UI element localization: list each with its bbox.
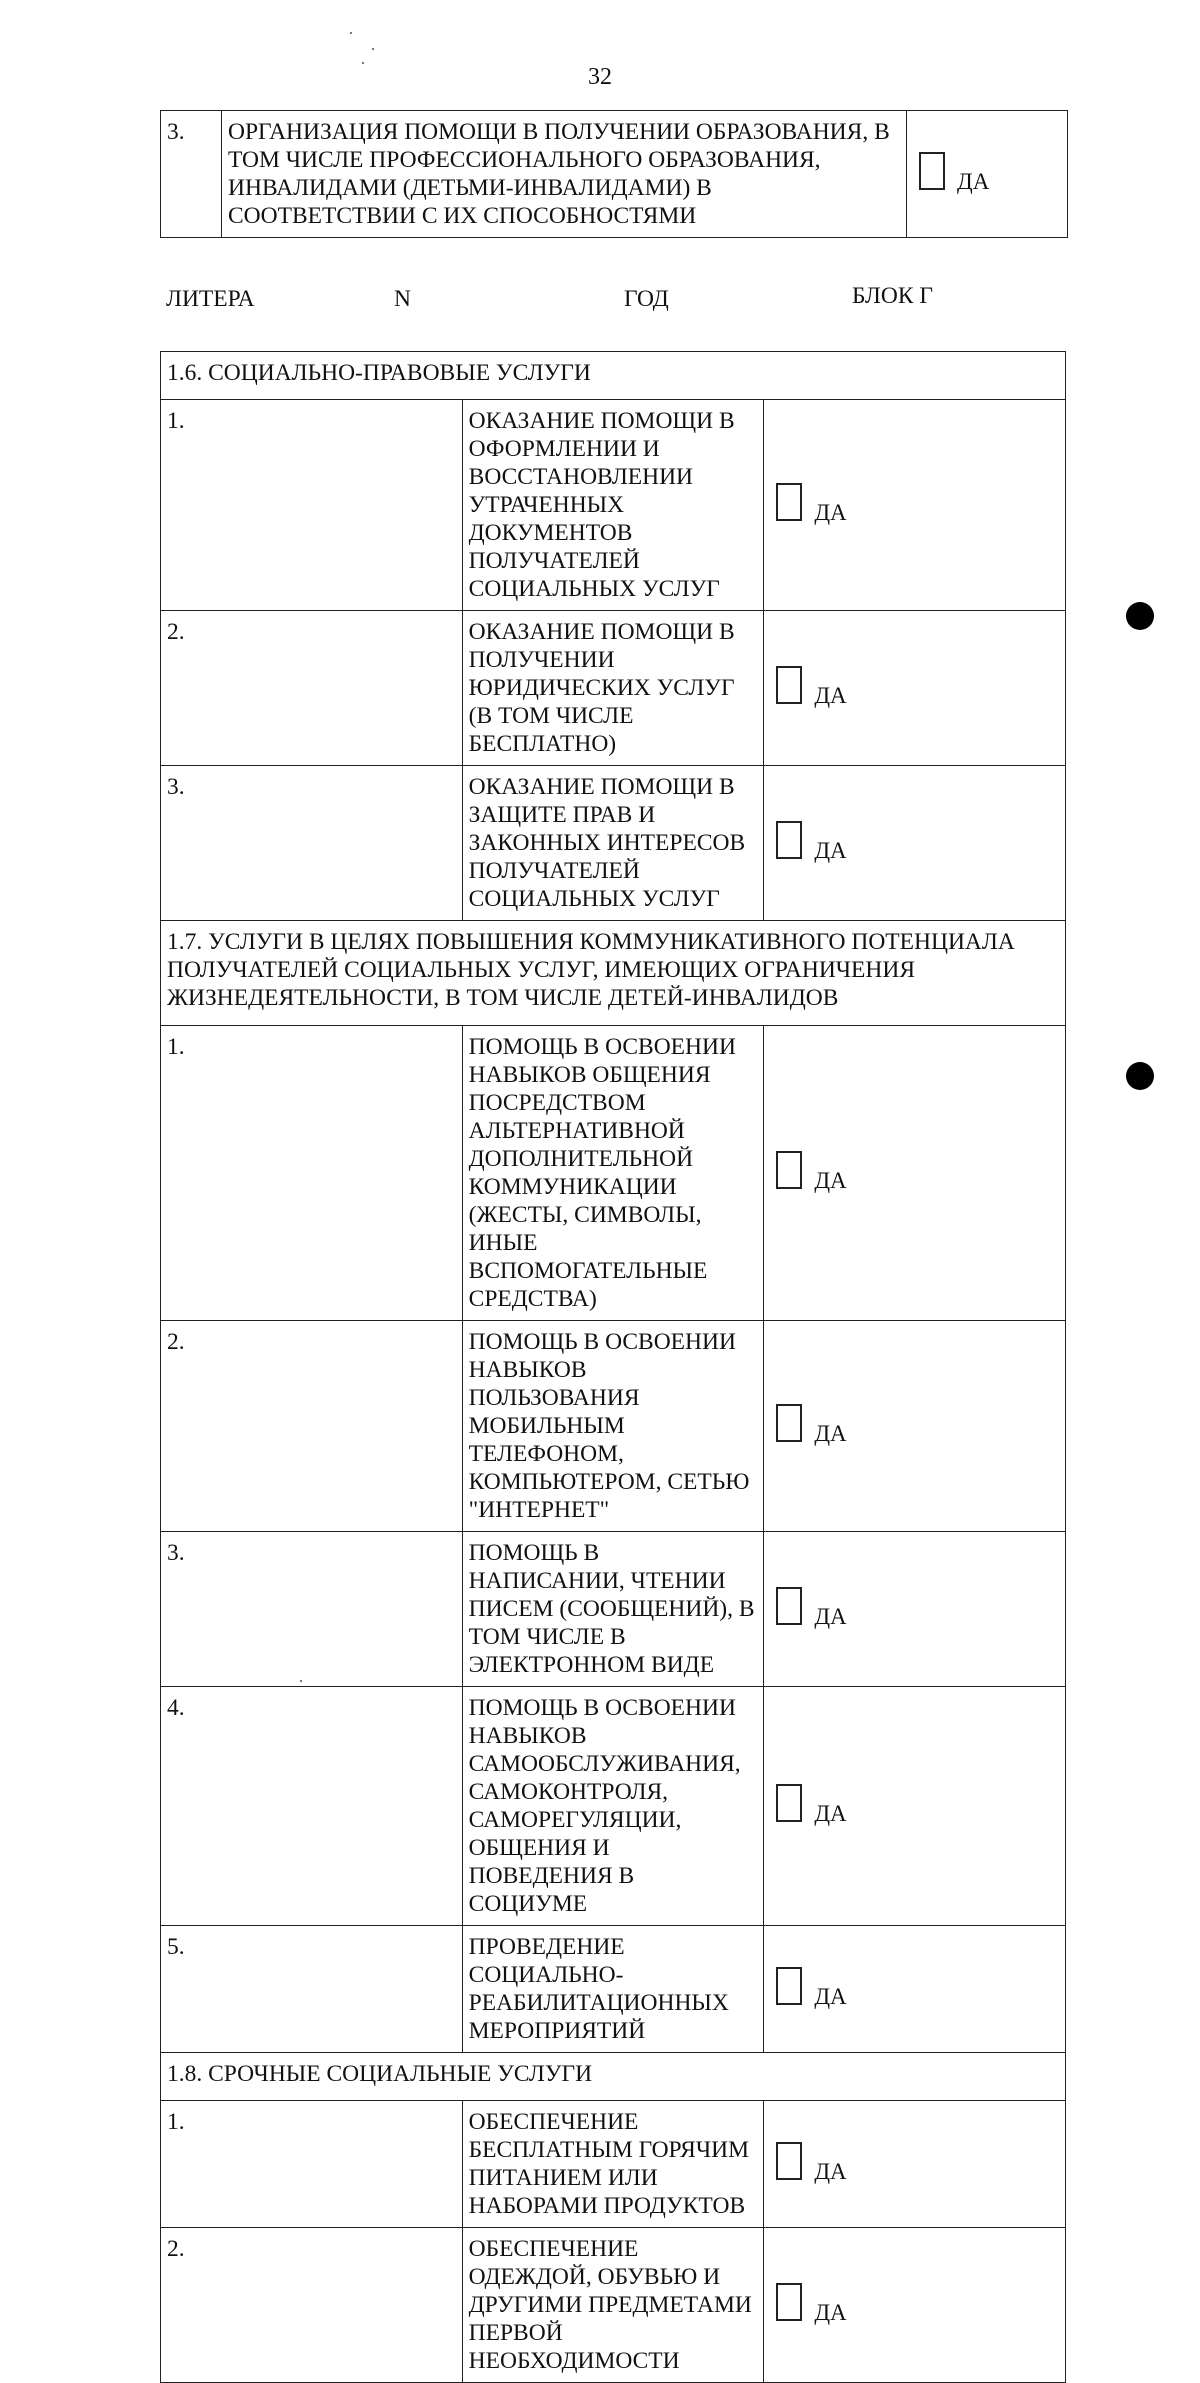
god-field <box>624 283 675 313</box>
item-text: ПОМОЩЬ В НАПИСАНИИ, ЧТЕНИИ ПИСЕМ (СООБЩЕНИЙ), В ТОМ ЧИСЛЕ В ЭЛЕКТРОННОМ ВИДЕ <box>462 1532 764 1687</box>
check-cell <box>764 766 1066 921</box>
checkbox-group <box>764 1404 1065 1448</box>
check-cell <box>764 1321 1066 1532</box>
checkbox-group <box>764 1784 1065 1828</box>
check-cell <box>764 1926 1066 2053</box>
checkbox[interactable] <box>776 821 802 859</box>
checkbox-group <box>764 666 1065 710</box>
table-row <box>161 1532 1066 1687</box>
scan-speck <box>362 62 364 64</box>
checkbox-group <box>764 821 1065 865</box>
table-row <box>161 2101 1066 2228</box>
punch-hole <box>1126 1062 1154 1090</box>
item-text: ОРГАНИЗАЦИЯ ПОМОЩИ В ПОЛУЧЕНИИ ОБРАЗОВАНИЯ, В ТОМ ЧИСЛЕ ПРОФЕССИОНАЛЬНОГО ОБРАЗОВАНИЯ, ИНВАЛИДАМИ (ДЕТЬМИ-ИНВАЛИДАМИ) В СООТВЕТСТВИИ С ИХ СПОСОБНОСТЯМИ <box>222 111 907 238</box>
item-text: ОКАЗАНИЕ ПОМОЩИ В ПОЛУЧЕНИИ ЮРИДИЧЕСКИХ УСЛУГ (В ТОМ ЧИСЛЕ БЕСПЛАТНО) <box>462 611 764 766</box>
table-row <box>161 766 1066 921</box>
checkbox[interactable] <box>776 483 802 521</box>
checkbox[interactable] <box>776 1404 802 1442</box>
punch-hole <box>1126 602 1154 630</box>
item-number: 1. <box>161 400 463 611</box>
section-title: 1.6. СОЦИАЛЬНО-ПРАВОВЫЕ УСЛУГИ <box>161 352 1066 400</box>
item-text: ПОМОЩЬ В ОСВОЕНИИ НАВЫКОВ ОБЩЕНИЯ ПОСРЕДСТВОМ АЛЬТЕРНАТИВНОЙ ДОПОЛНИТЕЛЬНОЙ КОММУНИКАЦИИ (ЖЕСТЫ, СИМВОЛЫ, ИНЫЕ ВСПОМОГАТЕЛЬНЫЕ СРЕДСТВА) <box>462 1026 764 1321</box>
item-number: 2. <box>161 611 463 766</box>
scan-speck <box>300 1680 302 1682</box>
check-cell <box>764 611 1066 766</box>
check-cell <box>764 1532 1066 1687</box>
check-cell <box>764 2228 1066 2383</box>
litera-field <box>166 283 261 313</box>
check-cell <box>764 1026 1066 1321</box>
item-number: 1. <box>161 2101 463 2228</box>
item-number: 3. <box>161 766 463 921</box>
table-row <box>161 1026 1066 1321</box>
item-number: 3. <box>161 111 222 238</box>
table-row <box>161 1687 1066 1926</box>
section-header-row <box>161 921 1066 1026</box>
checkbox-label: ДА <box>814 838 847 863</box>
item-number: 2. <box>161 2228 463 2383</box>
checkbox-label: ДА <box>814 683 847 708</box>
check-cell <box>764 1687 1066 1926</box>
item-text: ПОМОЩЬ В ОСВОЕНИИ НАВЫКОВ ПОЛЬЗОВАНИЯ МОБИЛЬНЫМ ТЕЛЕФОНОМ, КОМПЬЮТЕРОМ, СЕТЬЮ "ИНТЕРНЕТ" <box>462 1321 764 1532</box>
checkbox[interactable] <box>776 1587 802 1625</box>
scan-speck <box>350 32 352 34</box>
checkbox[interactable] <box>776 1967 802 2005</box>
check-cell <box>907 111 1068 238</box>
check-cell <box>764 2101 1066 2228</box>
item-number: 4. <box>161 1687 463 1926</box>
section-header-row <box>161 352 1066 400</box>
table-row <box>161 1321 1066 1532</box>
checkbox-label: ДА <box>814 500 847 525</box>
checkbox-group <box>764 1967 1065 2011</box>
checkbox-label: ДА <box>814 2159 847 2184</box>
item-text: ПОМОЩЬ В ОСВОЕНИИ НАВЫКОВ САМООБСЛУЖИВАНИЯ, САМОКОНТРОЛЯ, САМОРЕГУЛЯЦИИ, ОБЩЕНИЯ И ПОВЕДЕНИЯ В СОЦИУМЕ <box>462 1687 764 1926</box>
item-number: 2. <box>161 1321 463 1532</box>
n-label: N <box>394 286 411 312</box>
checkbox-group <box>764 1587 1065 1631</box>
god-label: ГОД <box>624 286 669 312</box>
checkbox-label: ДА <box>814 1168 847 1193</box>
table-row <box>161 400 1066 611</box>
section-header-row <box>161 2053 1066 2101</box>
checkbox[interactable] <box>776 1784 802 1822</box>
checkbox-group <box>764 2283 1065 2327</box>
top-table <box>160 110 1068 238</box>
item-number: 3. <box>161 1532 463 1687</box>
item-text: ОКАЗАНИЕ ПОМОЩИ В ОФОРМЛЕНИИ И ВОССТАНОВЛЕНИИ УТРАЧЕННЫХ ДОКУМЕНТОВ ПОЛУЧАТЕЛЕЙ СОЦИАЛЬНЫХ УСЛУГ <box>462 400 764 611</box>
table-row <box>161 2228 1066 2383</box>
item-text: ПРОВЕДЕНИЕ СОЦИАЛЬНО-РЕАБИЛИТАЦИОННЫХ МЕРОПРИЯТИЙ <box>462 1926 764 2053</box>
checkbox[interactable] <box>776 2283 802 2321</box>
checkbox-label: ДА <box>814 1604 847 1629</box>
item-text: ОБЕСПЕЧЕНИЕ БЕСПЛАТНЫМ ГОРЯЧИМ ПИТАНИЕМ ИЛИ НАБОРАМИ ПРОДУКТОВ <box>462 2101 764 2228</box>
checkbox[interactable] <box>776 666 802 704</box>
checkbox-group <box>907 152 1067 196</box>
item-text: ОБЕСПЕЧЕНИЕ ОДЕЖДОЙ, ОБУВЬЮ И ДРУГИМИ ПРЕДМЕТАМИ ПЕРВОЙ НЕОБХОДИМОСТИ <box>462 2228 764 2383</box>
checkbox[interactable] <box>919 152 945 190</box>
check-cell <box>764 400 1066 611</box>
checkbox-label: ДА <box>814 1801 847 1826</box>
block-label: БЛОК Г <box>852 283 933 309</box>
page-number: 32 <box>588 64 612 90</box>
item-number: 5. <box>161 1926 463 2053</box>
section-title: 1.7. УСЛУГИ В ЦЕЛЯХ ПОВЫШЕНИЯ КОММУНИКАТИВНОГО ПОТЕНЦИАЛА ПОЛУЧАТЕЛЕЙ СОЦИАЛЬНЫХ УСЛУГ, ИМЕЮЩИХ ОГРАНИЧЕНИЯ ЖИЗНЕДЕЯТЕЛЬНОСТИ, В ТОМ ЧИСЛЕ ДЕТЕЙ-ИНВАЛИДОВ <box>161 921 1066 1026</box>
checkbox-group <box>764 483 1065 527</box>
checkbox-label: ДА <box>814 2300 847 2325</box>
section-title: 1.8. СРОЧНЫЕ СОЦИАЛЬНЫЕ УСЛУГИ <box>161 2053 1066 2101</box>
litera-label: ЛИТЕРА <box>166 286 255 312</box>
scan-speck <box>372 48 374 50</box>
checkbox[interactable] <box>776 1151 802 1189</box>
meta-line <box>0 283 1200 313</box>
item-number: 1. <box>161 1026 463 1321</box>
checkbox-group <box>764 1151 1065 1195</box>
checkbox-group <box>764 2142 1065 2186</box>
checkbox-label: ДА <box>814 1984 847 2009</box>
checkbox[interactable] <box>776 2142 802 2180</box>
checkbox-label: ДА <box>814 1421 847 1446</box>
item-text: ОКАЗАНИЕ ПОМОЩИ В ЗАЩИТЕ ПРАВ И ЗАКОННЫХ ИНТЕРЕСОВ ПОЛУЧАТЕЛЕЙ СОЦИАЛЬНЫХ УСЛУГ <box>462 766 764 921</box>
services-table <box>160 351 1066 2383</box>
table-row <box>161 111 1068 238</box>
checkbox-label: ДА <box>957 169 990 194</box>
n-field <box>394 283 417 313</box>
table-row <box>161 1926 1066 2053</box>
table-row <box>161 611 1066 766</box>
